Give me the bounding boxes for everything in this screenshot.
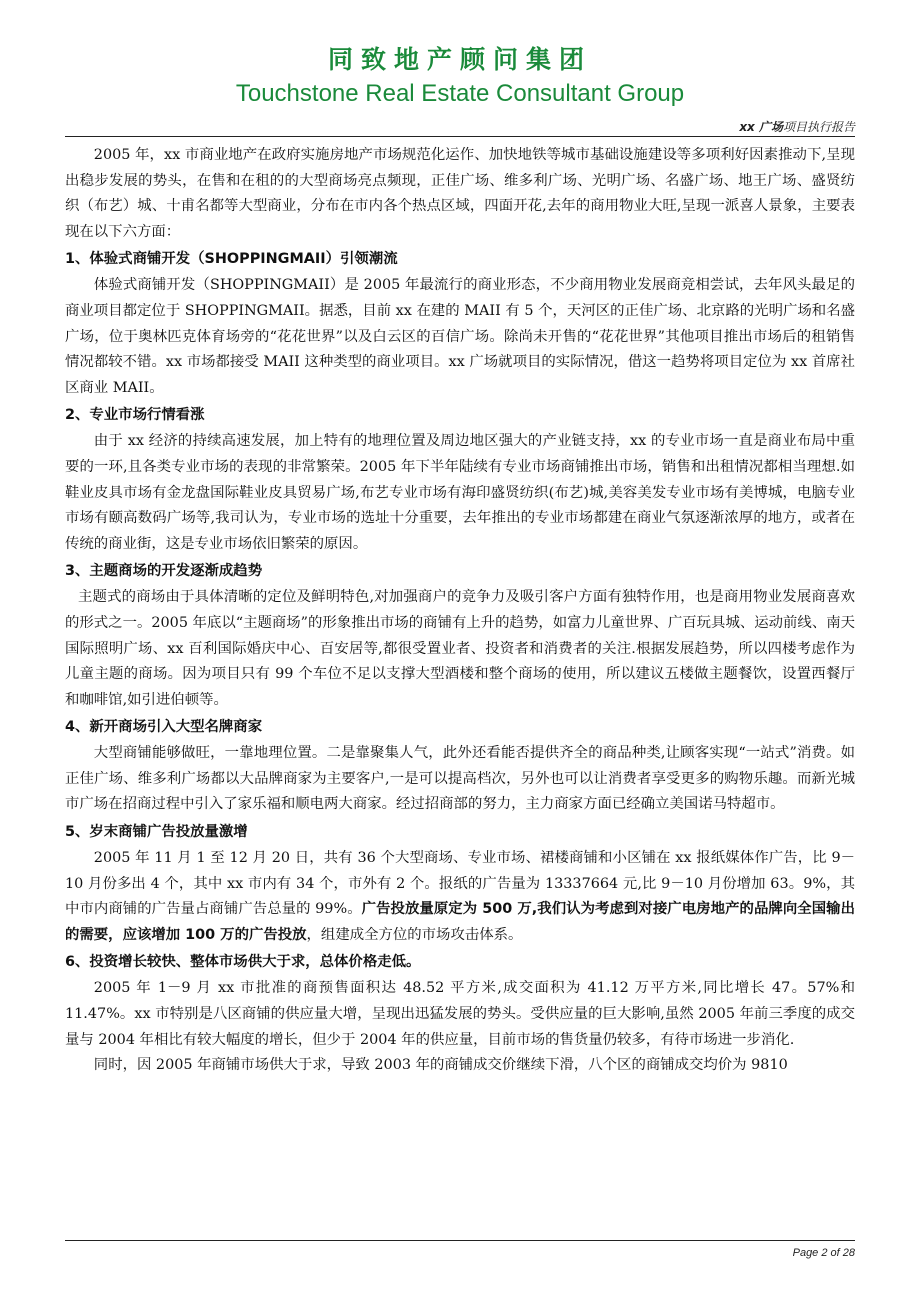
footer-rule bbox=[65, 1240, 855, 1241]
section-5-body-emphasis: 广告投放量原定为 500 万,我们认为考虑到对接广电房地产的品牌向全国输出的需要，应该增加 100 万的广告投放 bbox=[65, 901, 856, 943]
section-4-heading: 4、新开商场引入大型名牌商家 bbox=[65, 719, 263, 736]
company-name-cn: 同致地产顾问集团 bbox=[327, 45, 592, 74]
section-2-body: 由于 xx 经济的持续高速发展，加上特有的地理位置及周边地区强大的产业链支持，xx 的专业市场一直是商业布局中重要的一环,且各类专业市场的表现的非常繁荣。2005 年下半年陆续有专业市场商铺推出市场，销售和出租情况都相当理想.如鞋业皮具市场有金龙盘国际鞋业皮具贸易广场,布艺专业市场有海印盛贤纺织(布艺)城,美容美发专业市场有美博城，电脑专业市场有颐高数码广场等,我司认为，专业市场的选址十分重要，去年推出的专业市场都建在商业气氛逐渐浓厚的地方，或者在传统的商业街，这是专业市场依旧繁荣的原因。 bbox=[65, 433, 855, 552]
section-6-body-continued: 同时，因 2005 年商铺市场供大于求，导致 2003 年的商铺成交价继续下滑，八个区的商铺成交均价为 9810 bbox=[93, 1057, 788, 1074]
section-3-heading: 3、主题商场的开发逐渐成趋势 bbox=[65, 563, 263, 580]
section-4-body: 大型商铺能够做旺，一靠地理位置。二是靠聚集人气，此外还看能否提供齐全的商品种类,让顾客实现“一站式”消费。如正佳广场、维多利广场都以大品牌商家为主要客户,一是可以提高档次，另外也可以让消费者享受更多的购物乐趣。而新光城市广场在招商过程中引入了家乐福和顺电两大商家。经过招商部的努力，主力商家方面已经确立美国诺马特超市。 bbox=[65, 745, 855, 813]
page-number: Page 2 of 28 bbox=[792, 1247, 855, 1259]
section-1-body: 体验式商铺开发（SHOPPINGMAII）是 2005 年最流行的商业形态，不少商用物业发展商竞相尝试，去年风头最足的商业项目都定位于 SHOPPINGMAII。据悉，目前 xx 在建的 MAII 有 5 个，天河区的正佳广场、北京路的光明广场和名盛广场，位于奥林匹克体育场旁的“花花世界”以及白云区的百信广场。除尚未开售的“花花世界”其他项目推出市场后的租销售情况都较不错。xx 市场都接受 MAII 这种类型的商业项目。xx 广场就项目的实际情况，借这一趋势将项目定位为 xx 首席社区商业 MAII。 bbox=[65, 277, 855, 396]
report-title-project: xx 广场 bbox=[739, 120, 783, 134]
intro-paragraph: 2005 年，xx 市商业地产在政府实施房地产市场规范化运作、加快地铁等城市基础设施建设等多项利好因素推动下,呈现出稳步发展的势头，在售和在租的的大型商场亮点频现，正佳广场、维多利广场、光明广场、名盛广场、地王广场、盛贤纺织（布艺）城、十甫名都等大型商业，分布在市内各个热点区域，四面开花,去年的商用物业大旺,呈现一派喜人景象，主要表现在以下六方面： bbox=[65, 147, 855, 240]
section-5-body-text: 2005 年 11 月 1 至 12 月 20 日，共有 36 个大型商场、专业市场、裙楼商铺和小区铺在 xx 报纸媒体作广告，比 9－10 月份多出 4 个，其中 xx 市内有 34 个，市外有 2 个。报纸的广告量为 13337664 元,比 9－10 月份增加 63。9%，其中市内商铺的广告量占商铺广告总量的 99%。 bbox=[65, 850, 855, 918]
section-6-body: 2005 年 1－9 月 xx 市批准的商预售面积达 48.52 平方米,成交面积为 41.12 万平方米,同比增长 47。57%和 11.47%。xx 市特别是八区商铺的供应量大增，呈现出迅猛发展的势头。受供应量的巨大影响,虽然 2005 年前三季度的成交量与 2004 年相比有较大幅度的增长，但少于 2004 年的供应量，目前市场的售货量仍较多，有待市场进一步消化. bbox=[65, 980, 855, 1048]
section-3-body: 主题式的商场由于具体清晰的定位及鲜明特色,对加强商户的竞争力及吸引客户方面有独特作用，也是商用物业发展商喜欢的形式之一。2005 年底以“主题商场”的形象推出市场的商铺有上升的趋势，如富力儿童世界、广百玩具城、运动前线、南天国际照明广场、xx 百利国际婚庆中心、百安居等,都很受置业者、投资者和消费者的关注.根据发展趋势，所以四楼考虑作为儿童主题的商场。因为项目只有 99 个车位不足以支撑大型酒楼和整个商场的使用，所以建议五楼做主题餐饮，设置西餐厅和咖啡馆,如引进伯顿等。 bbox=[65, 589, 855, 708]
company-name-en: Touchstone Real Estate Consultant Group bbox=[235, 80, 685, 107]
section-1-heading: 1、体验式商铺开发（SHOPPINGMAII）引领潮流 bbox=[65, 251, 398, 268]
section-6-heading: 6、投资增长较快、整体市场供大于求，总体价格走低。 bbox=[65, 954, 421, 971]
report-title-suffix: 项目执行报告 bbox=[782, 120, 855, 134]
header-rule bbox=[65, 136, 855, 137]
section-5-heading: 5、岁末商铺广告投放量激增 bbox=[65, 824, 248, 841]
section-5-body bbox=[65, 846, 855, 948]
report-title bbox=[739, 118, 855, 135]
document-body bbox=[65, 143, 855, 1079]
section-2-heading: 2、专业市场行情看涨 bbox=[65, 407, 205, 424]
section-5-body-tail: ，组建成全方位的市场攻击体系。 bbox=[306, 926, 523, 943]
